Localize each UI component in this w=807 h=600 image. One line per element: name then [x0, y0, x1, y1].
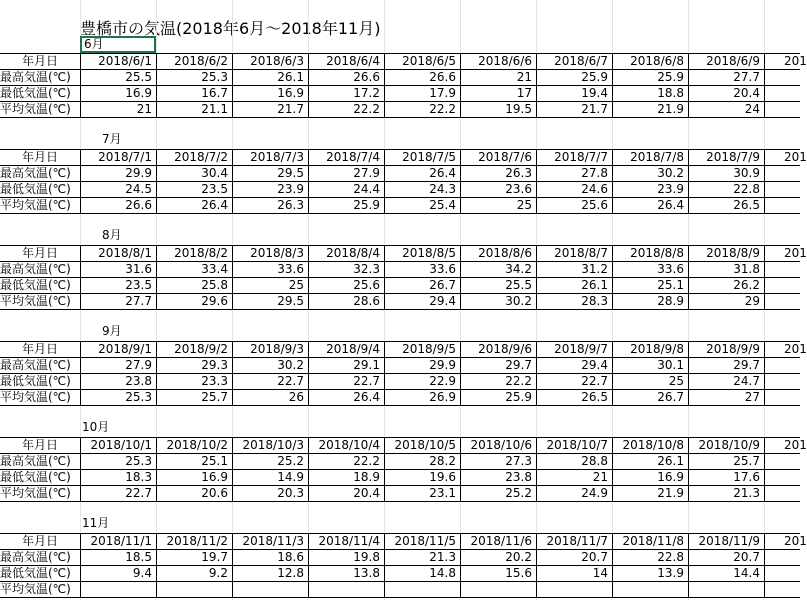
date-row-cell[interactable]: 201 — [784, 342, 807, 356]
date-row-cell[interactable]: 2018/10/9 — [698, 438, 760, 452]
min-temp-row-cell[interactable]: 16.9 — [657, 470, 684, 484]
table-rule — [0, 581, 800, 582]
min-temp-row-cell[interactable]: 23.5 — [125, 278, 152, 292]
max-temp-row-cell[interactable]: 30.2 — [277, 358, 304, 372]
min-temp-row-cell[interactable]: 22.8 — [733, 182, 760, 196]
avg-temp-row-cell[interactable]: 28.3 — [581, 294, 608, 308]
avg-temp-row-cell[interactable]: 26.4 — [657, 198, 684, 212]
avg-temp-row-cell[interactable]: 26.5 — [581, 390, 608, 404]
row-label[interactable]: 最高気温(℃) — [0, 262, 71, 276]
min-temp-row-cell[interactable]: 22.7 — [353, 374, 380, 388]
month-label[interactable]: 9月 — [102, 324, 122, 338]
date-row-cell[interactable]: 2018/11/9 — [698, 534, 760, 548]
max-temp-row-cell[interactable]: 27.9 — [353, 166, 380, 180]
max-temp-row-cell[interactable]: 28.2 — [429, 454, 456, 468]
sheet-title: 豊橋市の気温(2018年6月～2018年11月) — [80, 19, 381, 38]
date-row-cell[interactable]: 2018/6/5 — [402, 54, 456, 68]
avg-temp-row-cell[interactable]: 28.6 — [353, 294, 380, 308]
row-label[interactable]: 最低気温(℃) — [0, 374, 71, 388]
min-temp-row-cell[interactable]: 25 — [668, 374, 684, 388]
date-row-cell[interactable]: 2018/10/4 — [318, 438, 380, 452]
max-temp-row-cell[interactable]: 29.7 — [733, 358, 760, 372]
month-label[interactable]: 11月 — [82, 516, 110, 530]
min-temp-row-cell[interactable]: 17.6 — [733, 470, 760, 484]
avg-temp-row-cell[interactable]: 29.5 — [277, 294, 304, 308]
row-label[interactable]: 最低気温(℃) — [0, 566, 71, 580]
row-label[interactable]: 最高気温(℃) — [0, 550, 71, 564]
row-label[interactable]: 年月日 — [21, 246, 58, 260]
max-temp-row-cell[interactable]: 29.5 — [277, 166, 304, 180]
date-row-cell[interactable]: 2018/8/4 — [326, 246, 380, 260]
date-row-cell[interactable]: 201 — [784, 246, 807, 260]
min-temp-row-cell[interactable]: 17.9 — [429, 86, 456, 100]
date-row-cell[interactable]: 2018/11/8 — [622, 534, 684, 548]
date-row-cell[interactable]: 2018/7/8 — [630, 150, 684, 164]
date-row-cell[interactable]: 2018/8/6 — [478, 246, 532, 260]
min-temp-row-cell[interactable]: 20.4 — [733, 86, 760, 100]
avg-temp-row-cell[interactable]: 24.9 — [581, 486, 608, 500]
min-temp-row-cell[interactable]: 17 — [516, 86, 532, 100]
date-row-cell[interactable]: 201 — [784, 150, 807, 164]
max-temp-row-cell[interactable]: 33.6 — [657, 262, 684, 276]
row-label[interactable]: 最高気温(℃) — [0, 70, 71, 84]
max-temp-row-cell[interactable]: 29.9 — [125, 166, 152, 180]
avg-temp-row-cell[interactable]: 22.2 — [429, 102, 456, 116]
date-row-cell[interactable]: 2018/11/3 — [242, 534, 304, 548]
date-row-cell[interactable]: 2018/6/9 — [706, 54, 760, 68]
min-temp-row-cell[interactable]: 24.7 — [733, 374, 760, 388]
min-temp-row-cell[interactable]: 16.7 — [201, 86, 228, 100]
max-temp-row-cell[interactable]: 26.4 — [429, 166, 456, 180]
avg-temp-row-cell[interactable]: 26.5 — [733, 198, 760, 212]
min-temp-row-cell[interactable]: 14.9 — [277, 470, 304, 484]
date-row-cell[interactable]: 2018/6/7 — [554, 54, 608, 68]
max-temp-row-cell[interactable]: 21 — [516, 70, 532, 84]
date-row-cell[interactable]: 2018/9/4 — [326, 342, 380, 356]
date-row-cell[interactable]: 2018/11/4 — [318, 534, 380, 548]
date-row-cell[interactable]: 2018/6/4 — [326, 54, 380, 68]
max-temp-row-cell[interactable]: 25.1 — [201, 454, 228, 468]
min-temp-row-cell[interactable]: 18.3 — [125, 470, 152, 484]
min-temp-row-cell[interactable]: 24.6 — [581, 182, 608, 196]
max-temp-row-cell[interactable]: 33.4 — [201, 262, 228, 276]
avg-temp-row-cell[interactable]: 25.9 — [353, 198, 380, 212]
min-temp-row-cell[interactable]: 25.6 — [353, 278, 380, 292]
max-temp-row-cell[interactable]: 33.6 — [429, 262, 456, 276]
max-temp-row-cell[interactable]: 29.1 — [353, 358, 380, 372]
date-row-cell[interactable]: 201 — [784, 54, 807, 68]
max-temp-row-cell[interactable]: 25.3 — [201, 70, 228, 84]
max-temp-row-cell[interactable]: 22.2 — [353, 454, 380, 468]
max-temp-row-cell[interactable]: 26.1 — [277, 70, 304, 84]
date-row-cell[interactable]: 2018/10/2 — [166, 438, 228, 452]
avg-temp-row-cell[interactable]: 28.9 — [657, 294, 684, 308]
max-temp-row-cell[interactable]: 18.5 — [125, 550, 152, 564]
min-temp-row-cell[interactable]: 22.7 — [581, 374, 608, 388]
min-temp-row-cell[interactable]: 25.1 — [657, 278, 684, 292]
table-rule — [0, 309, 800, 310]
date-row-cell[interactable]: 2018/8/3 — [250, 246, 304, 260]
max-temp-row-cell[interactable]: 27.9 — [125, 358, 152, 372]
min-temp-row-cell[interactable]: 9.4 — [132, 566, 152, 580]
date-row-cell[interactable]: 2018/8/9 — [706, 246, 760, 260]
avg-temp-row-cell[interactable]: 21.7 — [581, 102, 608, 116]
month-label[interactable]: 6月 — [80, 36, 156, 53]
max-temp-row-cell[interactable]: 32.3 — [353, 262, 380, 276]
max-temp-row-cell[interactable]: 26.1 — [657, 454, 684, 468]
max-temp-row-cell[interactable]: 25.3 — [125, 454, 152, 468]
max-temp-row-cell[interactable]: 26.3 — [505, 166, 532, 180]
max-temp-row-cell[interactable]: 25.9 — [657, 70, 684, 84]
date-row-cell[interactable]: 2018/6/8 — [630, 54, 684, 68]
date-row-cell[interactable]: 2018/8/2 — [174, 246, 228, 260]
min-temp-row-cell[interactable]: 18.9 — [353, 470, 380, 484]
min-temp-row-cell[interactable]: 24.4 — [353, 182, 380, 196]
avg-temp-row-cell[interactable]: 25 — [516, 198, 532, 212]
max-temp-row-cell[interactable]: 30.4 — [201, 166, 228, 180]
row-label[interactable]: 平均気温(℃) — [0, 486, 71, 500]
date-row-cell[interactable]: 2018/11/1 — [90, 534, 152, 548]
avg-temp-row-cell[interactable]: 21.1 — [201, 102, 228, 116]
avg-temp-row-cell[interactable]: 23.1 — [429, 486, 456, 500]
table-rule — [0, 501, 800, 502]
date-row-cell[interactable]: 2018/7/7 — [554, 150, 608, 164]
avg-temp-row-cell[interactable]: 29 — [744, 294, 760, 308]
date-row-cell[interactable]: 2018/6/2 — [174, 54, 228, 68]
row-label[interactable]: 最高気温(℃) — [0, 166, 71, 180]
date-row-cell[interactable]: 2018/10/3 — [242, 438, 304, 452]
date-row-cell[interactable]: 2018/9/6 — [478, 342, 532, 356]
date-row-cell[interactable]: 2018/11/6 — [470, 534, 532, 548]
avg-temp-row-cell[interactable]: 26 — [288, 390, 304, 404]
date-row-cell[interactable]: 2018/9/3 — [250, 342, 304, 356]
avg-temp-row-cell[interactable]: 21 — [136, 102, 152, 116]
row-label[interactable]: 年月日 — [21, 150, 58, 164]
date-row-cell[interactable]: 2018/6/1 — [98, 54, 152, 68]
min-temp-row-cell[interactable]: 23.5 — [201, 182, 228, 196]
avg-temp-row-cell[interactable]: 21.3 — [733, 486, 760, 500]
max-temp-row-cell[interactable]: 20.7 — [733, 550, 760, 564]
avg-temp-row-cell[interactable]: 21.7 — [277, 102, 304, 116]
date-row-cell[interactable]: 2018/7/1 — [98, 150, 152, 164]
max-temp-row-cell[interactable]: 27.7 — [733, 70, 760, 84]
min-temp-row-cell[interactable]: 25.8 — [201, 278, 228, 292]
min-temp-row-cell[interactable]: 16.9 — [201, 470, 228, 484]
month-label[interactable]: 8月 — [102, 228, 122, 242]
date-row-cell[interactable]: 2018/9/1 — [98, 342, 152, 356]
max-temp-row-cell[interactable]: 31.6 — [125, 262, 152, 276]
min-temp-row-cell[interactable]: 24.5 — [125, 182, 152, 196]
min-temp-row-cell[interactable]: 23.6 — [505, 182, 532, 196]
avg-temp-row-cell[interactable]: 22.7 — [125, 486, 152, 500]
max-temp-row-cell[interactable]: 27.8 — [581, 166, 608, 180]
min-temp-row-cell[interactable]: 16.9 — [277, 86, 304, 100]
max-temp-row-cell[interactable]: 25.2 — [277, 454, 304, 468]
avg-temp-row-cell[interactable]: 25.7 — [201, 390, 228, 404]
row-label[interactable]: 最低気温(℃) — [0, 278, 71, 292]
max-temp-row-cell[interactable]: 27.3 — [505, 454, 532, 468]
avg-temp-row-cell[interactable]: 25.3 — [125, 390, 152, 404]
avg-temp-row-cell[interactable]: 27 — [744, 390, 760, 404]
max-temp-row-cell[interactable]: 26.6 — [429, 70, 456, 84]
avg-temp-row-cell[interactable]: 30.2 — [505, 294, 532, 308]
avg-temp-row-cell[interactable]: 20.6 — [201, 486, 228, 500]
date-row-cell[interactable]: 2018/8/7 — [554, 246, 608, 260]
row-label[interactable]: 平均気温(℃) — [0, 390, 71, 404]
min-temp-row-cell[interactable]: 26.7 — [429, 278, 456, 292]
date-row-cell[interactable]: 2018/11/2 — [166, 534, 228, 548]
min-temp-row-cell[interactable]: 14.4 — [733, 566, 760, 580]
min-temp-row-cell[interactable]: 23.8 — [125, 374, 152, 388]
date-row-cell[interactable]: 2018/8/5 — [402, 246, 456, 260]
min-temp-row-cell[interactable]: 13.9 — [657, 566, 684, 580]
avg-temp-row-cell[interactable]: 22.2 — [353, 102, 380, 116]
avg-temp-row-cell[interactable]: 27.7 — [125, 294, 152, 308]
table-rule — [0, 213, 800, 214]
avg-temp-row-cell[interactable]: 26.7 — [657, 390, 684, 404]
avg-temp-row-cell[interactable]: 25.4 — [429, 198, 456, 212]
month-label[interactable]: 7月 — [102, 132, 122, 146]
max-temp-row-cell[interactable]: 25.7 — [733, 454, 760, 468]
max-temp-row-cell[interactable]: 31.2 — [581, 262, 608, 276]
date-row-cell[interactable]: 2018/9/9 — [706, 342, 760, 356]
min-temp-row-cell[interactable]: 13.8 — [353, 566, 380, 580]
avg-temp-row-cell[interactable]: 20.4 — [353, 486, 380, 500]
min-temp-row-cell[interactable]: 14 — [592, 566, 608, 580]
date-row-cell[interactable]: 2018/7/9 — [706, 150, 760, 164]
avg-temp-row-cell[interactable]: 26.9 — [429, 390, 456, 404]
max-temp-row-cell[interactable]: 34.2 — [505, 262, 532, 276]
max-temp-row-cell[interactable]: 21.3 — [429, 550, 456, 564]
min-temp-row-cell[interactable]: 14.8 — [429, 566, 456, 580]
row-label[interactable]: 年月日 — [21, 534, 58, 548]
min-temp-row-cell[interactable]: 15.6 — [505, 566, 532, 580]
date-row-cell[interactable]: 2018/7/3 — [250, 150, 304, 164]
avg-temp-row-cell[interactable]: 26.3 — [277, 198, 304, 212]
min-temp-row-cell[interactable]: 25 — [288, 278, 304, 292]
avg-temp-row-cell[interactable]: 29.6 — [201, 294, 228, 308]
row-label[interactable]: 年月日 — [21, 54, 58, 68]
date-row-cell[interactable]: 2018/6/3 — [250, 54, 304, 68]
max-temp-row-cell[interactable]: 33.6 — [277, 262, 304, 276]
min-temp-row-cell[interactable]: 25.5 — [505, 278, 532, 292]
min-temp-row-cell[interactable]: 24.3 — [429, 182, 456, 196]
min-temp-row-cell[interactable]: 23.9 — [657, 182, 684, 196]
date-row-cell[interactable]: 2018/7/6 — [478, 150, 532, 164]
date-row-cell[interactable]: 2018/8/8 — [630, 246, 684, 260]
max-temp-row-cell[interactable]: 20.7 — [581, 550, 608, 564]
max-temp-row-cell[interactable]: 18.6 — [277, 550, 304, 564]
row-label[interactable]: 年月日 — [21, 342, 58, 356]
date-row-cell[interactable]: 2018/11/5 — [394, 534, 456, 548]
table-rule — [0, 597, 800, 598]
max-temp-row-cell[interactable]: 19.8 — [353, 550, 380, 564]
table-rule — [0, 117, 800, 118]
avg-temp-row-cell[interactable]: 29.4 — [429, 294, 456, 308]
date-row-cell[interactable]: 2018/6/6 — [478, 54, 532, 68]
min-temp-row-cell[interactable]: 22.2 — [505, 374, 532, 388]
max-temp-row-cell[interactable]: 29.7 — [505, 358, 532, 372]
avg-temp-row-cell[interactable]: 25.2 — [505, 486, 532, 500]
date-row-cell[interactable]: 2018/10/6 — [470, 438, 532, 452]
row-label[interactable]: 最低気温(℃) — [0, 470, 71, 484]
min-temp-row-cell[interactable]: 23.8 — [505, 470, 532, 484]
row-label[interactable]: 平均気温(℃) — [0, 198, 71, 212]
max-temp-row-cell[interactable]: 20.2 — [505, 550, 532, 564]
max-temp-row-cell[interactable]: 25.9 — [581, 70, 608, 84]
avg-temp-row-cell[interactable]: 26.4 — [353, 390, 380, 404]
min-temp-row-cell[interactable]: 17.2 — [353, 86, 380, 100]
max-temp-row-cell[interactable]: 29.3 — [201, 358, 228, 372]
avg-temp-row-cell[interactable]: 25.9 — [505, 390, 532, 404]
min-temp-row-cell[interactable]: 26.1 — [581, 278, 608, 292]
min-temp-row-cell[interactable]: 26.2 — [733, 278, 760, 292]
max-temp-row-cell[interactable]: 30.1 — [657, 358, 684, 372]
max-temp-row-cell[interactable]: 19.7 — [201, 550, 228, 564]
row-label[interactable]: 平均気温(℃) — [0, 102, 71, 116]
date-row-cell[interactable]: 2018/9/5 — [402, 342, 456, 356]
row-label[interactable]: 最高気温(℃) — [0, 454, 71, 468]
date-row-cell[interactable]: 2018/9/2 — [174, 342, 228, 356]
avg-temp-row-cell[interactable]: 25.6 — [581, 198, 608, 212]
max-temp-row-cell[interactable]: 29.4 — [581, 358, 608, 372]
min-temp-row-cell[interactable]: 19.6 — [429, 470, 456, 484]
date-row-cell[interactable]: 2018/10/8 — [622, 438, 684, 452]
min-temp-row-cell[interactable]: 22.9 — [429, 374, 456, 388]
avg-temp-row-cell[interactable]: 26.6 — [125, 198, 152, 212]
min-temp-row-cell[interactable]: 23.9 — [277, 182, 304, 196]
max-temp-row-cell[interactable]: 28.8 — [581, 454, 608, 468]
avg-temp-row-cell[interactable]: 21.9 — [657, 486, 684, 500]
row-label[interactable]: 最低気温(℃) — [0, 182, 71, 196]
avg-temp-row-cell[interactable]: 26.4 — [201, 198, 228, 212]
max-temp-row-cell[interactable]: 25.5 — [125, 70, 152, 84]
date-row-cell[interactable]: 2018/7/5 — [402, 150, 456, 164]
row-label[interactable]: 最低気温(℃) — [0, 86, 71, 100]
max-temp-row-cell[interactable]: 26.6 — [353, 70, 380, 84]
row-label[interactable]: 平均気温(℃) — [0, 294, 71, 308]
month-label[interactable]: 10月 — [82, 420, 110, 434]
date-row-cell[interactable]: 201 — [784, 534, 807, 548]
min-temp-row-cell[interactable]: 22.7 — [277, 374, 304, 388]
date-row-cell[interactable]: 2018/11/7 — [546, 534, 608, 548]
max-temp-row-cell[interactable]: 30.9 — [733, 166, 760, 180]
date-row-cell[interactable]: 2018/7/2 — [174, 150, 228, 164]
avg-temp-row-cell[interactable]: 24 — [744, 102, 760, 116]
date-row-cell[interactable]: 2018/8/1 — [98, 246, 152, 260]
date-row-cell[interactable]: 2018/7/4 — [326, 150, 380, 164]
row-label[interactable]: 年月日 — [21, 438, 58, 452]
avg-temp-row-cell[interactable]: 19.5 — [505, 102, 532, 116]
row-label[interactable]: 平均気温(℃) — [0, 582, 71, 596]
avg-temp-row-cell[interactable]: 21.9 — [657, 102, 684, 116]
min-temp-row-cell[interactable]: 16.9 — [125, 86, 152, 100]
min-temp-row-cell[interactable]: 19.4 — [581, 86, 608, 100]
date-row-cell[interactable]: 2018/9/8 — [630, 342, 684, 356]
min-temp-row-cell[interactable]: 9.2 — [208, 566, 228, 580]
date-row-cell[interactable]: 2018/9/7 — [554, 342, 608, 356]
max-temp-row-cell[interactable]: 22.8 — [657, 550, 684, 564]
avg-temp-row-cell[interactable]: 20.3 — [277, 486, 304, 500]
min-temp-row-cell[interactable]: 18.8 — [657, 86, 684, 100]
date-row-cell[interactable]: 2018/10/1 — [90, 438, 152, 452]
row-label[interactable]: 最高気温(℃) — [0, 358, 71, 372]
date-row-cell[interactable]: 201 — [784, 438, 807, 452]
max-temp-row-cell[interactable]: 30.2 — [657, 166, 684, 180]
max-temp-row-cell[interactable]: 31.8 — [733, 262, 760, 276]
min-temp-row-cell[interactable]: 23.3 — [201, 374, 228, 388]
max-temp-row-cell[interactable]: 29.9 — [429, 358, 456, 372]
table-rule — [0, 405, 800, 406]
min-temp-row-cell[interactable]: 21 — [592, 470, 608, 484]
date-row-cell[interactable]: 2018/10/5 — [394, 438, 456, 452]
min-temp-row-cell[interactable]: 12.8 — [277, 566, 304, 580]
date-row-cell[interactable]: 2018/10/7 — [546, 438, 608, 452]
